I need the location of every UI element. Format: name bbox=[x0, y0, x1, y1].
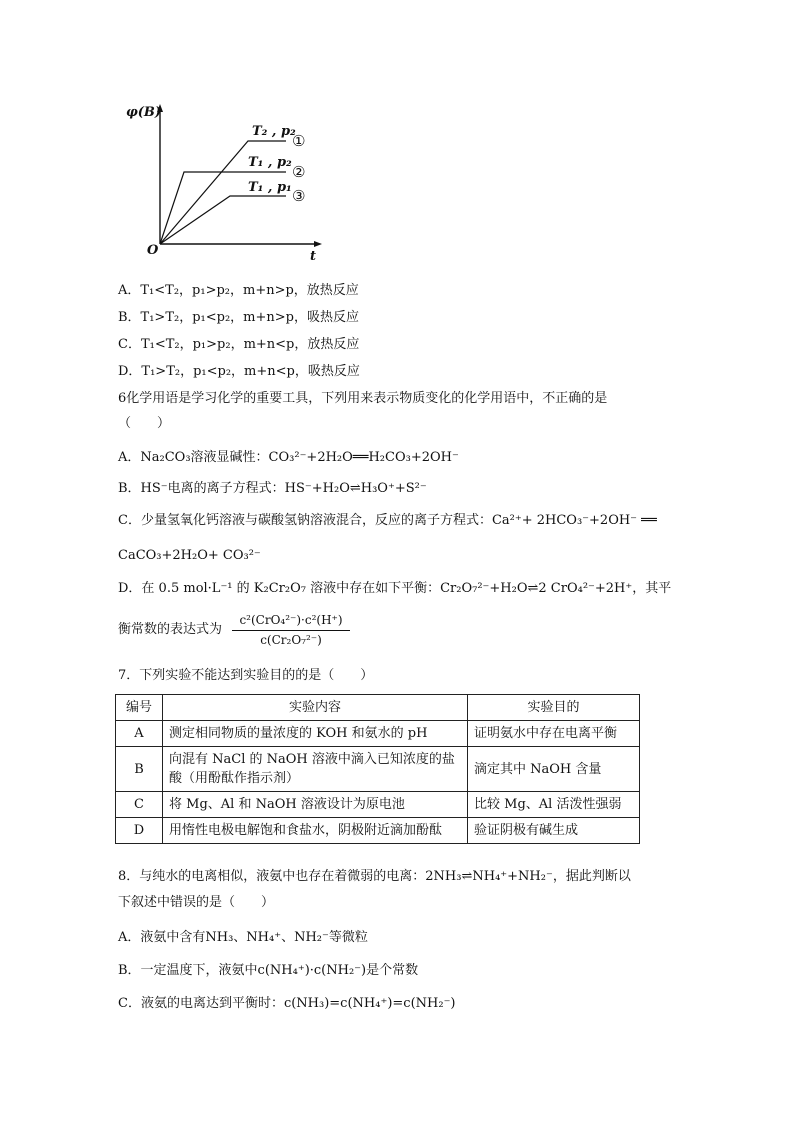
q8-option-c: C．液氨的电离达到平衡时：c(NH₃)=c(NH₄⁺)=c(NH₂⁻) bbox=[118, 996, 456, 1011]
header-purpose: 实验目的 bbox=[468, 695, 640, 721]
q6-option-d-line1: D．在 0.5 mol·L⁻¹ 的 K₂Cr₂O₇ 溶液中存在如下平衡：Cr₂O₇²⁻+H₂O⇌2 CrO₄²⁻+2H⁺，其平 bbox=[118, 581, 672, 596]
row-purpose: 比较 Mg、Al 活泼性强弱 bbox=[468, 792, 640, 818]
q6-option-d-prefix: 衡常数的表达式为 bbox=[118, 622, 223, 637]
table-row bbox=[116, 721, 640, 747]
q8-stem-line2: 下叙述中错误的是（ ） bbox=[118, 895, 275, 910]
table-row bbox=[116, 818, 640, 844]
x-axis-arrow bbox=[314, 241, 322, 247]
q5-option-c: C．T₁<T₂，p₁>p₂，m+n<p，放热反应 bbox=[118, 337, 360, 352]
q6-option-c-line1: C．少量氢氧化钙溶液与碳酸氢钠溶液混合，反应的离子方程式：Ca²⁺+ 2HCO₃⁻+2OH⁻ ══ bbox=[118, 513, 657, 528]
equilibrium-constant-fraction bbox=[232, 612, 350, 649]
row-id: A bbox=[116, 721, 163, 747]
row-id: C bbox=[116, 792, 163, 818]
origin-label: O bbox=[147, 243, 159, 258]
curve-1-number: ① bbox=[292, 132, 306, 150]
q5-option-a: A．T₁<T₂，p₁>p₂，m+n>p，放热反应 bbox=[118, 283, 359, 298]
x-axis-label: t bbox=[310, 249, 317, 264]
phi-b-time-graph bbox=[118, 92, 338, 264]
header-content: 实验内容 bbox=[163, 695, 468, 721]
fraction-numerator: c²(CrO₄²⁻)·c²(H⁺) bbox=[232, 612, 350, 631]
row-purpose: 证明氨水中存在电离平衡 bbox=[468, 721, 640, 747]
q6-stem: 6化学用语是学习化学的重要工具，下列用来表示物质变化的化学用语中，不正确的是 bbox=[118, 391, 608, 406]
curve-3 bbox=[160, 196, 286, 244]
header-id: 编号 bbox=[116, 695, 163, 721]
row-content: 用惰性电极电解饱和食盐水，阴极附近滴加酚酞 bbox=[163, 818, 468, 844]
q5-option-b: B．T₁>T₂，p₁<p₂，m+n>p，吸热反应 bbox=[118, 310, 359, 325]
row-id: B bbox=[116, 747, 163, 792]
q8-option-b: B．一定温度下，液氨中c(NH₄⁺)·c(NH₂⁻)是个常数 bbox=[118, 963, 419, 978]
table-row bbox=[116, 792, 640, 818]
row-content: 将 Mg、Al 和 NaOH 溶液设计为原电池 bbox=[163, 792, 468, 818]
q6-option-a: A．Na₂CO₃溶液显碱性：CO₃²⁻+2H₂O══H₂CO₃+2OH⁻ bbox=[118, 450, 459, 465]
row-purpose: 滴定其中 NaOH 含量 bbox=[468, 747, 640, 792]
q6-option-b: B．HS⁻电离的离子方程式：HS⁻+H₂O⇌H₃O⁺+S²⁻ bbox=[118, 481, 427, 496]
q5-option-d: D．T₁>T₂，p₁<p₂，m+n<p，吸热反应 bbox=[118, 364, 360, 379]
row-content: 测定相同物质的量浓度的 KOH 和氨水的 pH bbox=[163, 721, 468, 747]
curve-3-number: ③ bbox=[292, 187, 306, 205]
fraction-denominator: c(Cr₂O₇²⁻) bbox=[260, 633, 322, 647]
y-axis-label: φ(B) bbox=[126, 105, 162, 120]
row-content: 向混有 NaCl 的 NaOH 溶液中滴入已知浓度的盐酸（用酚酞作指示剂） bbox=[163, 747, 468, 792]
curve-2-label: T₁ , p₂ bbox=[248, 155, 292, 170]
curve-3-label: T₁ , p₁ bbox=[248, 180, 292, 195]
row-purpose: 验证阴极有碱生成 bbox=[468, 818, 640, 844]
table-header-row bbox=[116, 695, 640, 721]
q7-experiment-table bbox=[115, 694, 640, 844]
table-row bbox=[116, 747, 640, 792]
curve-2-number: ② bbox=[292, 163, 306, 181]
row-id: D bbox=[116, 818, 163, 844]
q8-stem-line1: 8．与纯水的电离相似，液氨中也存在着微弱的电离：2NH₃⇌NH₄⁺+NH₂⁻，据此判断以 bbox=[118, 869, 631, 884]
q8-option-a: A．液氨中含有NH₃、NH₄⁺、NH₂⁻等微粒 bbox=[118, 930, 368, 945]
q6-stem-paren: （ ） bbox=[118, 416, 171, 431]
q7-stem: 7．下列实验不能达到实验目的的是（ ） bbox=[118, 668, 374, 683]
curve-1-label: T₂ , p₂ bbox=[252, 124, 296, 139]
q6-option-c-line2: CaCO₃+2H₂O+ CO₃²⁻ bbox=[118, 548, 261, 563]
